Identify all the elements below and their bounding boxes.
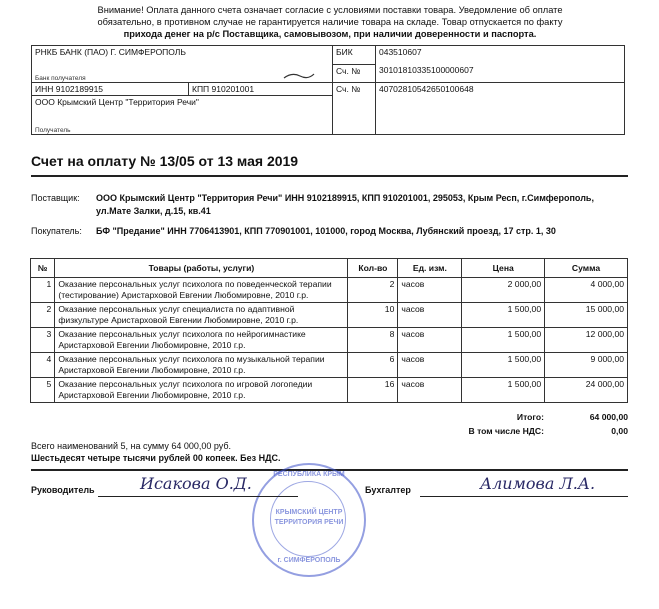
row-qty: 6 (348, 353, 398, 378)
stamp-top-text: РЕСПУБЛИКА КРЫМ (273, 471, 345, 478)
corr-account-value: 30101810335100000607 (376, 64, 625, 83)
head-label: Руководитель (31, 485, 95, 495)
col-unit: Ед. изм. (398, 259, 462, 278)
row-unit: часов (398, 353, 462, 378)
items-header-row (31, 259, 628, 278)
row-sum: 4 000,00 (545, 278, 628, 303)
row-number: 3 (31, 328, 55, 353)
stamp-bottom-text: г. СИМФЕРОПОЛЬ (277, 557, 341, 564)
vat-value: 0,00 (611, 426, 628, 436)
recipient-caption: Получатель (35, 127, 71, 134)
row-name-line: Оказание персональных услуг психолога по нейрогимнастике (58, 329, 306, 339)
row-price: 1 500,00 (462, 378, 545, 403)
col-price: Цена (462, 259, 545, 278)
table-row (31, 278, 628, 303)
row-name-line: Оказание персональных услуг специалиста по адаптивной (58, 304, 295, 314)
table-row (31, 353, 628, 378)
row-sum: 15 000,00 (545, 303, 628, 328)
payment-notice (60, 4, 600, 40)
bik-label: БИК (333, 46, 376, 65)
row-sum: 24 000,00 (545, 378, 628, 403)
corr-account-label: Сч. № (333, 64, 376, 83)
company-stamp (252, 463, 366, 577)
col-qty: Кол-во (348, 259, 398, 278)
bank-name-caption: Банк получателя (35, 75, 86, 82)
supplier-label: Поставщик: (31, 193, 80, 203)
items-count-line: Всего наименований 5, на сумму 64 000,00 руб. (31, 441, 232, 451)
table-row (31, 303, 628, 328)
supplier-line-1: ООО Крымский Центр "Территория Речи" ИНН 9102189915, КПП 910201001, 295053, Крым Респ, г.Симферополь, (96, 193, 594, 203)
stamp-mid-text-2: ТЕРРИТОРИЯ РЕЧИ (274, 519, 344, 526)
row-name-line: физкультуре Аристарховой Евгении Любомировне, 2010 г.р. (58, 315, 299, 325)
col-name: Товары (работы, услуги) (55, 259, 348, 278)
row-name-line: Аристарховой Евгении Любомировне, 2010 г.р. (58, 390, 246, 400)
row-price: 2 000,00 (462, 278, 545, 303)
head-sign-line (98, 496, 298, 497)
recipient-name: ООО Крымский Центр "Территория Речи" (35, 97, 199, 107)
row-number: 4 (31, 353, 55, 378)
accountant-label: Бухгалтер (365, 485, 411, 495)
accountant-sign-line (420, 496, 628, 497)
row-name-line: Оказание персональных услуг психолога по поведенческой терапии (58, 279, 332, 289)
bik-value: 043510607 (376, 46, 625, 65)
amount-in-words: Шестьдесят четыре тысячи рублей 00 копеек. Без НДС. (31, 453, 281, 463)
col-sum: Сумма (545, 259, 628, 278)
total-value: 64 000,00 (589, 412, 628, 422)
bank-name: РНКБ БАНК (ПАО) Г. СИМФЕРОПОЛЬ (35, 47, 186, 57)
buyer-label: Покупатель: (31, 226, 82, 236)
row-number: 2 (31, 303, 55, 328)
row-qty: 10 (348, 303, 398, 328)
kpp-value: КПП 910201001 (189, 83, 333, 96)
row-name (55, 353, 348, 378)
row-unit: часов (398, 378, 462, 403)
total-label: Итого: (516, 412, 544, 422)
row-qty: 8 (348, 328, 398, 353)
row-name-line: Аристарховой Евгении Любомировне, 2010 г.р. (58, 340, 246, 350)
table-row (31, 328, 628, 353)
row-number: 5 (31, 378, 55, 403)
row-sum: 12 000,00 (545, 328, 628, 353)
buyer-value: БФ "Предание" ИНН 7706413901, КПП 770901001, 101000, город Москва, Лубянский проезд, 17 стр. 1, 30 (96, 226, 556, 236)
vat-label: В том числе НДС: (468, 426, 544, 436)
col-number: № (31, 259, 55, 278)
row-unit: часов (398, 328, 462, 353)
row-number: 1 (31, 278, 55, 303)
account-label: Сч. № (333, 83, 376, 135)
invoice-title: Счет на оплату № 13/05 от 13 мая 2019 (31, 153, 299, 169)
row-price: 1 500,00 (462, 303, 545, 328)
row-unit: часов (398, 278, 462, 303)
row-name (55, 378, 348, 403)
row-name (55, 278, 348, 303)
notice-line-2: обязательно, в противном случае не гарантируется наличие товара на складе. Товар отпускается по факту (97, 17, 563, 27)
accountant-signature: Алимова Л.А. (480, 474, 596, 493)
row-name-line: Аристарховой Евгении Любомировне, 2010 г.р. (58, 365, 246, 375)
supplier-line-2: ул.Мате Залки, д.15, кв.41 (96, 206, 211, 216)
row-sum: 9 000,00 (545, 353, 628, 378)
table-row (31, 378, 628, 403)
head-signature: Исакова О.Д. (140, 474, 252, 493)
row-unit: часов (398, 303, 462, 328)
row-name-line: Оказание персональных услуг психолога по игровой логопедии (58, 379, 313, 389)
row-name (55, 328, 348, 353)
row-price: 1 500,00 (462, 328, 545, 353)
title-divider (31, 175, 628, 177)
row-name (55, 303, 348, 328)
items-table (30, 258, 628, 403)
supplier-value (96, 192, 628, 218)
inn-value: ИНН 9102189915 (32, 83, 189, 96)
notice-line-3: прихода денег на р/с Поставщика, самовывозом, при наличии доверенности и паспорта. (123, 29, 537, 39)
row-price: 1 500,00 (462, 353, 545, 378)
row-name-line: Оказание персональных услуг психолога по музыкальной терапии (58, 354, 325, 364)
account-value: 40702810542650100648 (376, 83, 625, 135)
stamp-mid-text-1: КРЫМСКИЙ ЦЕНТР (275, 509, 343, 516)
pen-mark-icon (282, 68, 316, 82)
bank-details-table (31, 45, 625, 135)
row-name-line: (тестирование) Аристарховой Евгении Любомировне, 2010 г.р. (58, 290, 309, 300)
row-qty: 2 (348, 278, 398, 303)
notice-line-1: Внимание! Оплата данного счета означает согласие с условиями поставки товара. Уведомление об оплате (97, 5, 563, 15)
row-qty: 16 (348, 378, 398, 403)
